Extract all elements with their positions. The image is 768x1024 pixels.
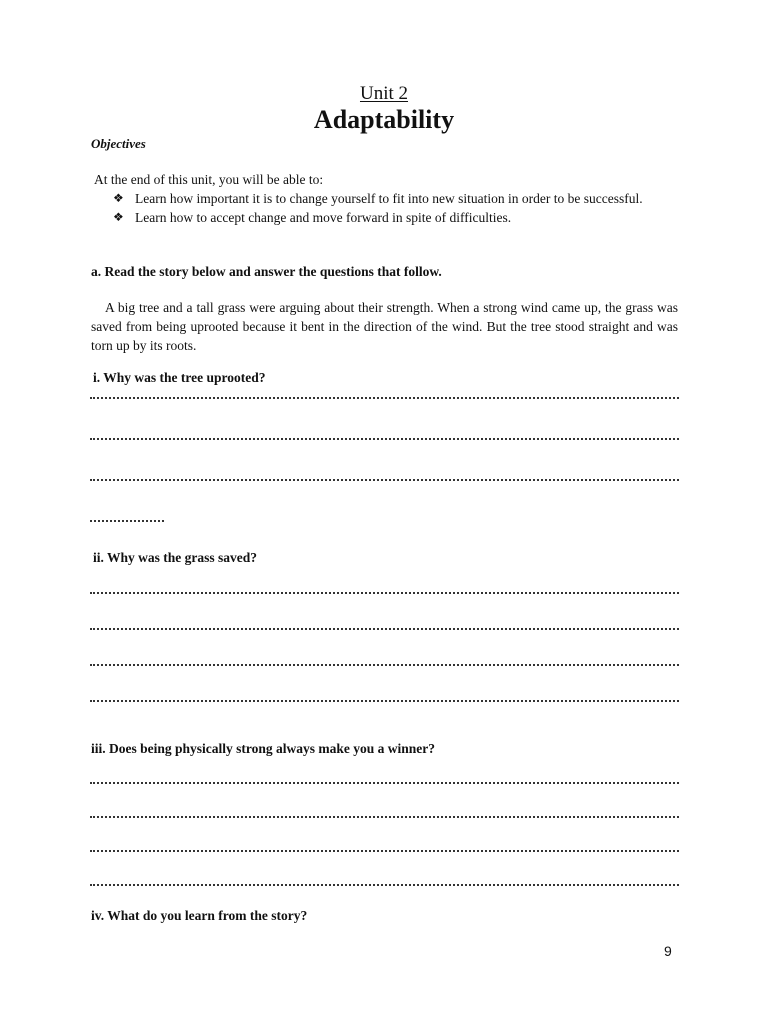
story-paragraph: A big tree and a tall grass were arguing about their strength. When a strong wind came up, the grass was saved from being uprooted because it bent in the direction of the wind. But the tree stood straight and was torn up by its roots. — [91, 300, 678, 353]
answer-line[interactable] — [90, 850, 679, 852]
objectives-heading: Objectives — [91, 136, 146, 151]
question-1: i. Why was the tree uprooted? — [93, 370, 266, 385]
answer-line[interactable] — [90, 816, 679, 818]
unit-label: Unit 2 — [359, 83, 409, 104]
objective-item — [113, 208, 678, 227]
question-4: iv. What do you learn from the story? — [91, 908, 308, 923]
answer-line[interactable] — [90, 520, 164, 522]
objective-text: Learn how important it is to change yourself to fit into new situation in order to be successful. — [135, 191, 643, 206]
answer-line[interactable] — [90, 397, 679, 399]
answer-line[interactable] — [90, 592, 679, 594]
question-2: ii. Why was the grass saved? — [93, 550, 258, 565]
answer-line[interactable] — [90, 479, 679, 481]
answer-line[interactable] — [90, 782, 679, 784]
objectives-list — [113, 189, 678, 227]
objective-item — [113, 189, 678, 208]
answer-line[interactable] — [90, 700, 679, 702]
unit-title: Adaptability — [313, 105, 455, 134]
diamond-bullet-icon: ❖ — [113, 210, 124, 224]
answer-line[interactable] — [90, 664, 679, 666]
objectives-intro: At the end of this unit, you will be able to: — [94, 172, 324, 187]
page-number: 9 — [664, 943, 672, 959]
question-3: iii. Does being physically strong always make you a winner? — [91, 741, 436, 756]
objective-text: Learn how to accept change and move forward in spite of difficulties. — [135, 210, 512, 225]
section-a-heading: a. Read the story below and answer the questions that follow. — [91, 264, 442, 279]
answer-line[interactable] — [90, 884, 679, 886]
answer-line[interactable] — [90, 438, 679, 440]
diamond-bullet-icon: ❖ — [113, 191, 124, 205]
answer-line[interactable] — [90, 628, 679, 630]
